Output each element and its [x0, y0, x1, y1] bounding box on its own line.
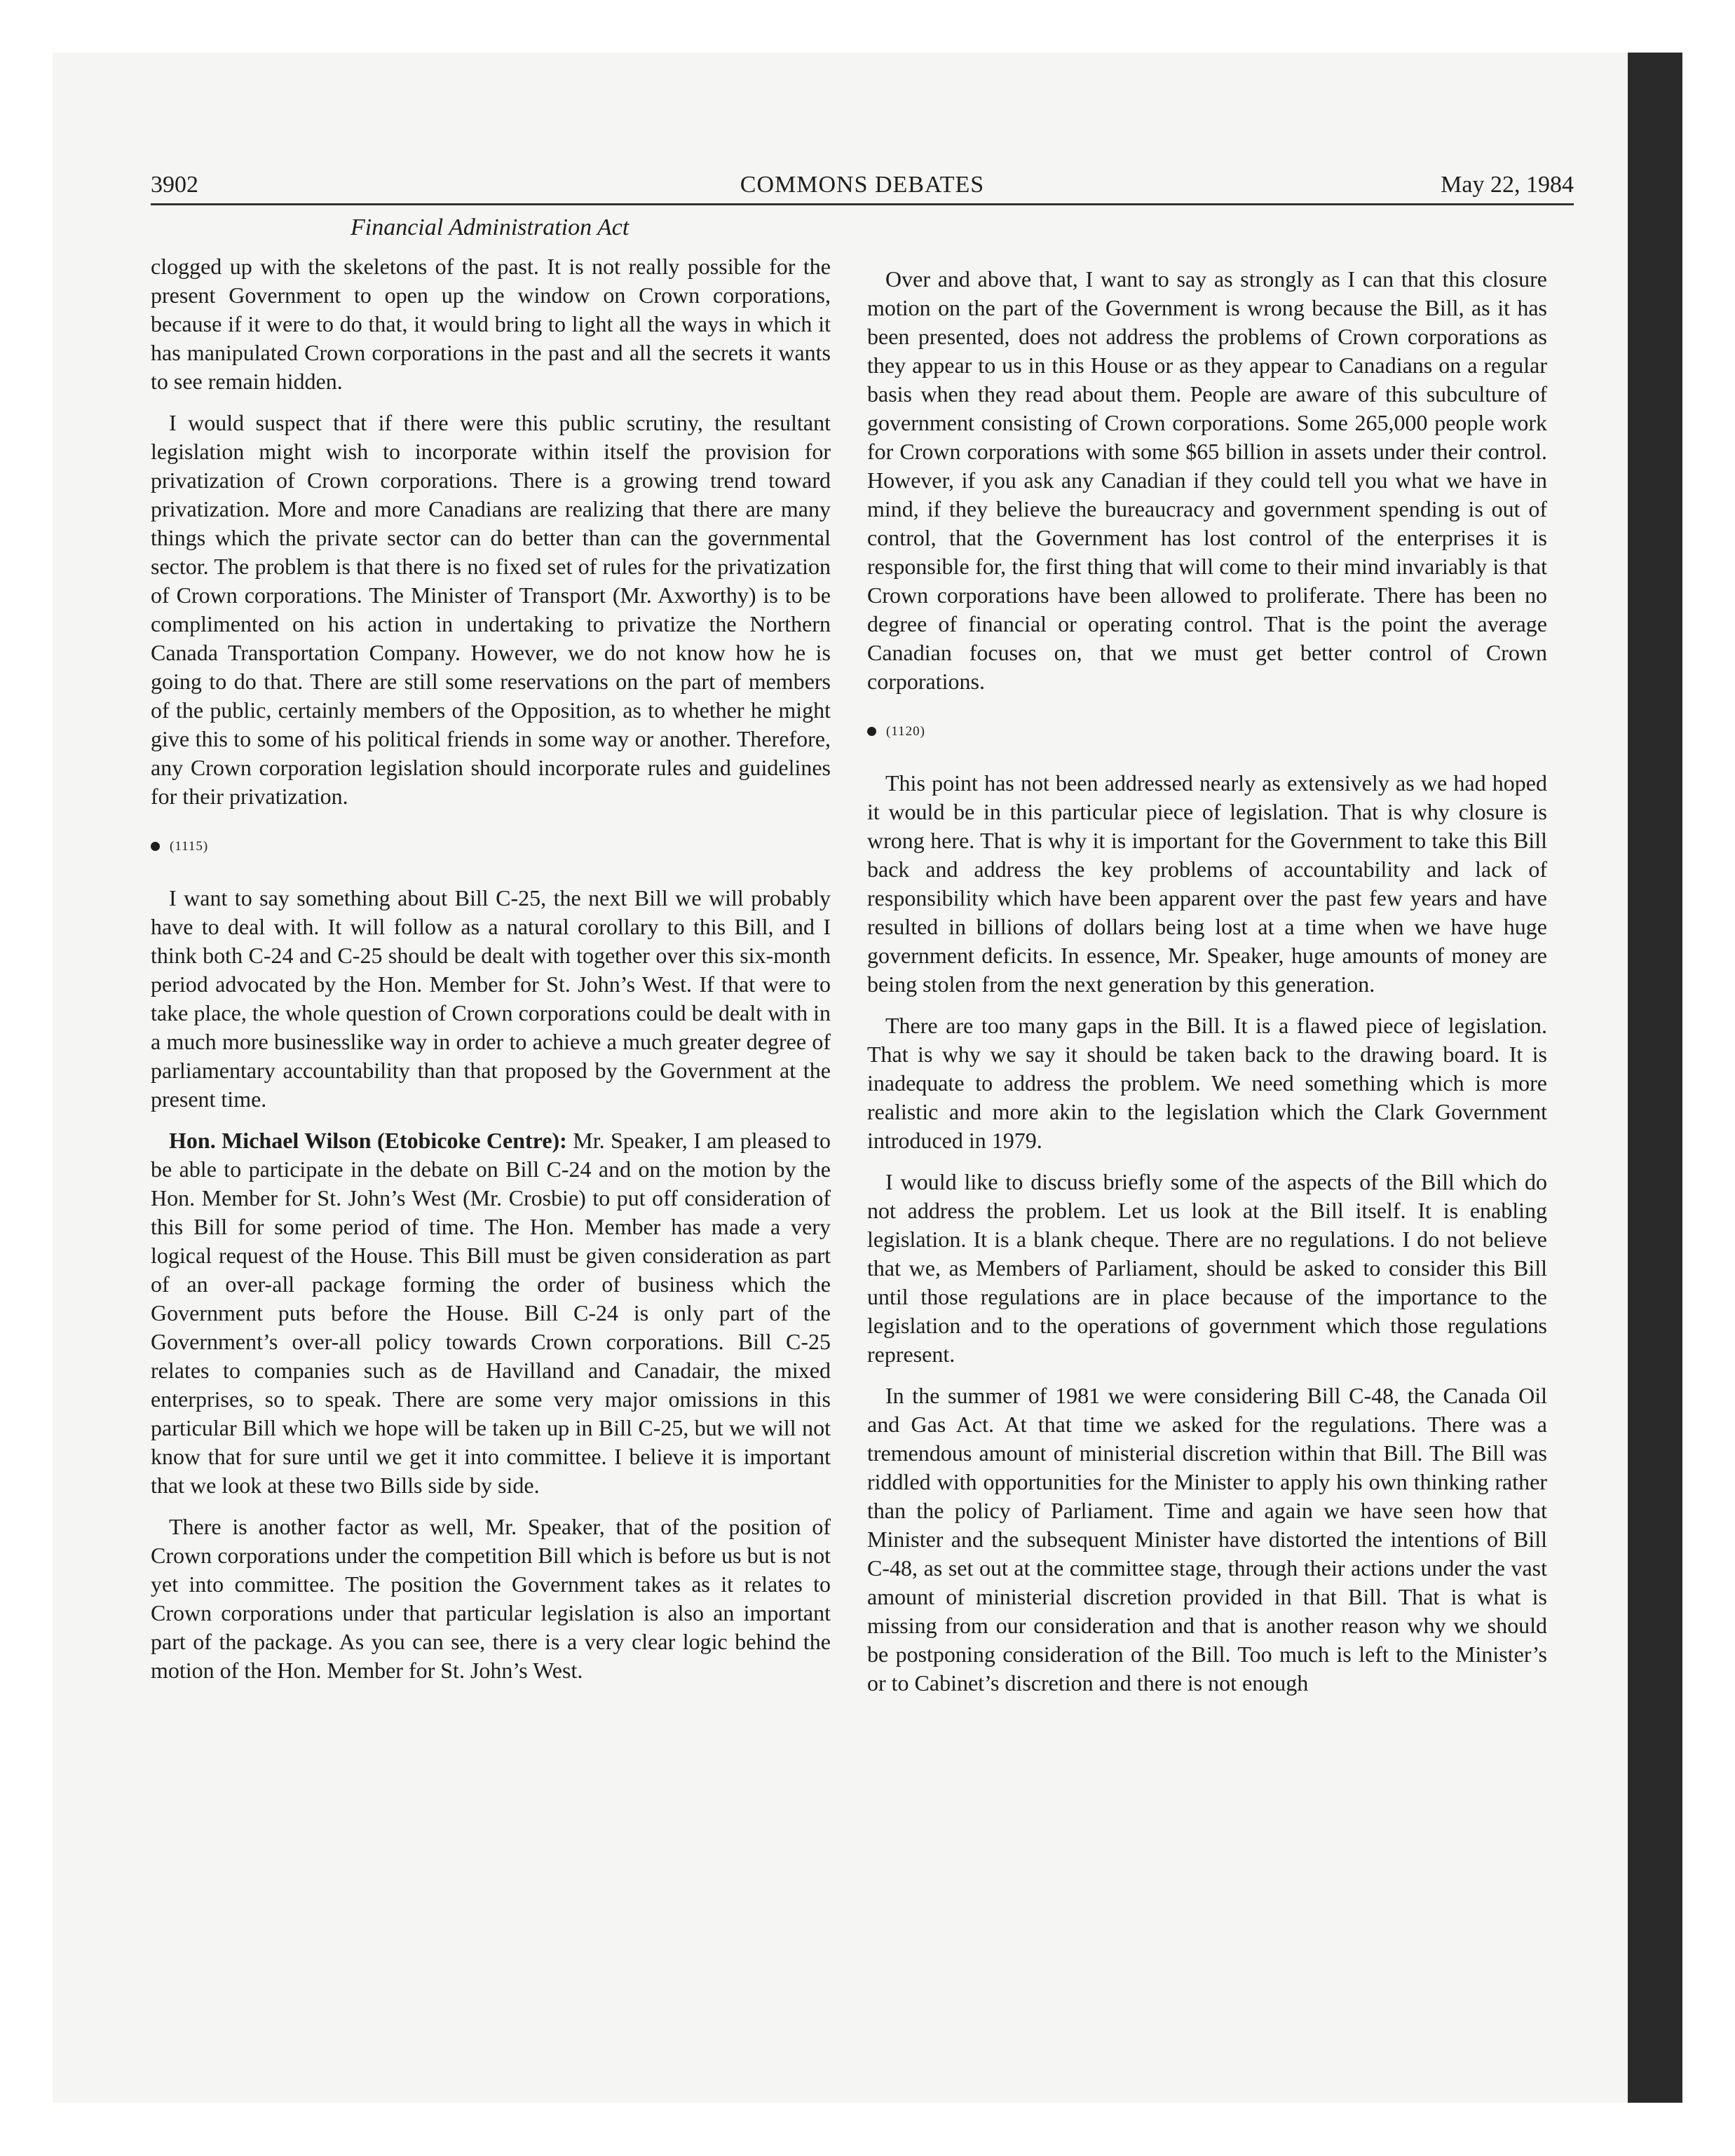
bullet-icon: [867, 727, 876, 736]
paragraph: I want to say something about Bill C-25, the next Bill we will probably have to deal with. It will follow as a natural corollary to this Bill, and I think both C-24 and C-25 should be dealt with together over this six-month period advocated by the Hon. Member for St. John’s West. If that were to take place, the whole question of Crown corporations could be dealt with in a much more businesslike way in order to achieve a much greater degree of parliamentary accountability than that proposed by the Government at the present time.: [151, 885, 831, 1112]
paragraph: This point has not been addressed nearly as extensively as we had hoped it would be in this particular piece of legislation. That is why closure is wrong here. That is why it is important for the Government to take this Bill back and address the key problems of accountability and lack of responsibility which have been apparent over the past few years and have resulted in billions of dollars being lost at a time when we have huge government deficits. In essence, Mr. Speaker, huge amounts of money are being stolen from the next generation by this generation.: [867, 770, 1547, 997]
right-column: [867, 265, 1547, 1710]
section-title: Financial Administration Act: [351, 214, 630, 240]
paragraph: I would suspect that if there were this public scrutiny, the resultant legislation might wish to incorporate within itself the provision for privatization of Crown corporations. There is a growing trend toward privatization. More and more Canadians are realizing that there are many things which the private sector can do better than can the governmental sector. The problem is that there is no fixed set of rules for the privatization of Crown corporations. The Minister of Transport (Mr. Axworthy) is to be complimented on his action in undertaking to privatize the Northern Canada Transportation Company. However, we do not know how he is going to do that. There are still some reservations on the part of members of the public, certainly members of the Opposition, as to whether he might give this to some of his political friends in some way or another. Therefore, any Crown corporation legislation should incorporate rules and guidelines for their privatization.: [151, 410, 831, 809]
page-number: 3902: [151, 172, 198, 198]
time-marker-label: (1115): [170, 838, 209, 854]
speech-text: Mr. Speaker, I am pleased to be able to participate in the debate on Bill C-24 and on the motion by the Hon. Member for St. John’s West (Mr. Crosbie) to put off consideration of this Bill for some period of time. The Hon. Member has made a very logical request of the House. This Bill must be given consideration as part of an over-all package forming the order of business which the Government puts before the House. Bill C-24 is only part of the Government’s over-all policy towards Crown corporations. Bill C-25 relates to companies such as de Havilland and Canadair, the mixed enterprises, so to speak. There are some very major omissions in this particular Bill which we hope will be taken up in Bill C-25, but we will not know that for sure until we get it into committee. I believe it is important that we look at these two Bills side by side.: [151, 1128, 831, 1498]
left-column: [151, 252, 831, 1698]
bullet-icon: [151, 842, 160, 851]
page-date: May 22, 1984: [1441, 172, 1574, 198]
speech-paragraph: [151, 1126, 831, 1500]
time-marker-label: (1120): [886, 723, 925, 739]
speaker-name: Hon. Michael Wilson (Etobicoke Centre):: [169, 1128, 567, 1153]
page-header: [151, 164, 1574, 205]
running-title: COMMONS DEBATES: [740, 172, 985, 198]
paragraph: In the summer of 1981 we were considering Bill C-48, the Canada Oil and Gas Act. At that time we asked for the regulations. There was a tremendous amount of ministerial discretion within that Bill. The Bill was riddled with opportunities for the Minister to apply his own thinking rather than the policy of Parliament. Time and again we have seen how that Minister and the subsequent Minister have distorted the intentions of Bill C-48, as set out at the committee stage, through their actions under the vast amount of ministerial discretion provided in that Bill. That is what is missing from our consideration and that is another reason why we should be postponing consideration of the Bill. Too much is left to the Minister’s or to Cabinet’s discretion and there is not enough: [867, 1383, 1547, 1696]
paragraph: I would like to discuss briefly some of the aspects of the Bill which do not address the problem. Let us look at the Bill itself. It is enabling legislation. It is a blank cheque. There are no regulations. I do not believe that we, as Members of Parliament, should be asked to consider this Bill until those regulations are in place because of the importance to the legislation and to the operations of government which those regulations represent.: [867, 1169, 1547, 1367]
paragraph: clogged up with the skeletons of the past. It is not really possible for the present Government to open up the window on Crown corporations, because if it were to do that, it would bring to light all the ways in which it has manipulated Crown corporations in the past and all the secrets it wants to see remain hidden.: [151, 254, 831, 394]
paragraph: There are too many gaps in the Bill. It is a flawed piece of legislation. That is why we say it should be taken back to the drawing board. It is inadequate to address the problem. We need something which is more realistic and more akin to the legislation which the Clark Government introduced in 1979.: [867, 1013, 1547, 1153]
time-marker: [151, 836, 831, 856]
scan-edge-shadow: [1628, 53, 1682, 2103]
paragraph: Over and above that, I want to say as strongly as I can that this closure motion on the part of the Government is wrong because the Bill, as it has been presented, does not address the problems of Crown corporations as they appear to us in this House or as they appear to Canadians on a regular basis when they read about them. People are aware of this subculture of government consisting of Crown corporations. Some 265,000 people work for Crown corporations with some $65 billion in assets under their control. However, if you ask any Canadian if they could tell you what we have in mind, if they believe the bureaucracy and government spending is out of control, that the Government has lost control of the enterprises it is responsible for, the first thing that will come to their mind invariably is that Crown corporations have been allowed to proliferate. There has been no degree of financial or operating control. That is the point the average Canadian focuses on, that we must get better control of Crown corporations.: [867, 266, 1547, 694]
paragraph: There is another factor as well, Mr. Speaker, that of the position of Crown corporations under the competition Bill which is before us but is not yet into committee. The position the Government takes as it relates to Crown corporations under that particular legislation is also an important part of the package. As you can see, there is a very clear logic behind the motion of the Hon. Member for St. John’s West.: [151, 1514, 831, 1683]
time-marker: [867, 721, 1547, 741]
